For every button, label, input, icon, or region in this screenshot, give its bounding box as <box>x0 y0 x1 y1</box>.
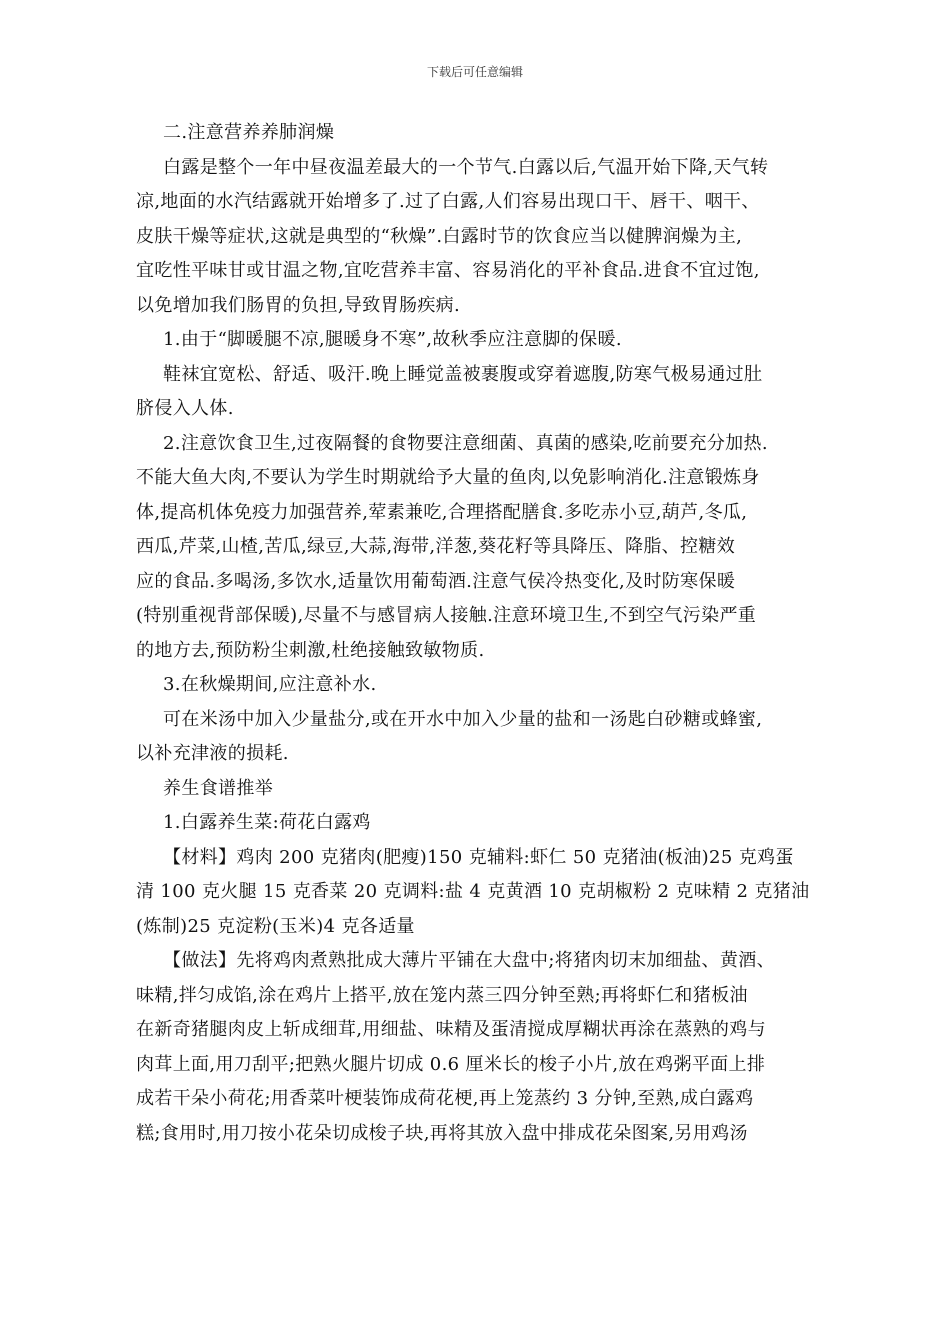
text-line: 1.由于“脚暖腿不凉,腿暖身不寒”,故秋季应注意脚的保暖. <box>163 329 622 350</box>
text-line: 1.白露养生菜:荷花白露鸡 <box>163 812 371 833</box>
text-line: 清 100 克火腿 15 克香菜 20 克调料:盐 4 克黄酒 10 克胡椒粉 2 克味精 2 克猪油 <box>136 881 810 902</box>
text-line: (炼制)25 克淀粉(玉米)4 克各适量 <box>136 915 415 937</box>
text-line: 西瓜,芹菜,山楂,苦瓜,绿豆,大蒜,海带,洋葱,葵花籽等具降压、降脂、控糖效 <box>136 536 736 557</box>
text-line: 体,提高机体免疫力加强营养,荤素兼吃,合理搭配膳食.多吃赤小豆,葫芦,冬瓜, <box>136 501 748 523</box>
text-line: 皮肤干燥等症状,这就是典型的“秋燥”.白露时节的饮食应当以健脾润燥为主, <box>136 225 743 247</box>
text-line: 肉茸上面,用刀刮平;把熟火腿片切成 0.6 厘米长的梭子小片,放在鸡粥平面上排 <box>136 1053 766 1075</box>
text-line: 【做法】先将鸡肉煮熟批成大薄片平铺在大盘中;将猪肉切末加细盐、黄酒、 <box>163 950 775 971</box>
text-line: 成若干朵小荷花;用香菜叶梗装饰成荷花梗,再上笼蒸约 3 分钟,至熟,成白露鸡 <box>136 1088 754 1109</box>
text-line: 不能大鱼大肉,不要认为学生时期就给予大量的鱼肉,以免影响消化.注意锻炼身 <box>136 467 760 488</box>
text-line: 2.注意饮食卫生,过夜隔餐的食物要注意细菌、真菌的感染,吃前要充分加热. <box>163 432 768 454</box>
text-line: 应的食品.多喝汤,多饮水,适量饮用葡萄酒.注意气侯冷热变化,及时防寒保暖 <box>136 570 736 592</box>
text-line: 以免增加我们肠胃的负担,导致胃肠疾病. <box>136 294 461 316</box>
page-header: 下载后可任意编辑 <box>426 65 523 79</box>
text-line: 二.注意营养养肺润燥 <box>163 122 335 143</box>
text-line: 宜吃性平味甘或甘温之物,宜吃营养丰富、容易消化的平补食品.进食不宜过饱, <box>136 260 760 281</box>
text-line: 糕;食用时,用刀按小花朵切成梭子块,再将其放入盘中排成花朵图案,另用鸡汤 <box>136 1122 748 1144</box>
document-body <box>136 116 820 1151</box>
text-line: 在新奇猪腿肉皮上斩成细茸,用细盐、味精及蛋清搅成厚糊状再涂在蒸熟的鸡与 <box>136 1019 766 1040</box>
text-line: 的地方去,预防粉尘刺激,杜绝接触致敏物质. <box>136 639 485 661</box>
text-line: 可在米汤中加入少量盐分,或在开水中加入少量的盐和一汤匙白砂糖或蜂蜜, <box>163 708 763 730</box>
text-line: 味精,拌匀成馅,涂在鸡片上搭平,放在笼内蒸三四分钟至熟;再将虾仁和猪板油 <box>136 984 748 1006</box>
text-line: 鞋袜宜宽松、舒适、吸汗.晚上睡觉盖被裹腹或穿着遮腹,防寒气极易通过肚 <box>163 363 763 385</box>
text-line: 凉,地面的水汽结露就开始增多了.过了白露,人们容易出现口干、唇干、咽干、 <box>136 191 760 212</box>
text-line: 【材料】鸡肉 200 克猪肉(肥瘦)150 克辅料:虾仁 50 克猪油(板油)25 克鸡蛋 <box>163 846 794 868</box>
text-line: 以补充津液的损耗. <box>136 743 289 764</box>
text-line: (特别重视背部保暖),尽量不与感冒病人接触.注意环境卫生,不到空气污染严重 <box>136 605 757 626</box>
text-line: 脐侵入人体. <box>136 398 234 419</box>
text-line: 3.在秋燥期间,应注意补水. <box>163 674 377 695</box>
text-line: 白露是整个一年中昼夜温差最大的一个节气.白露以后,气温开始下降,天气转 <box>163 156 769 178</box>
text-line: 养生食谱推举 <box>163 777 274 799</box>
